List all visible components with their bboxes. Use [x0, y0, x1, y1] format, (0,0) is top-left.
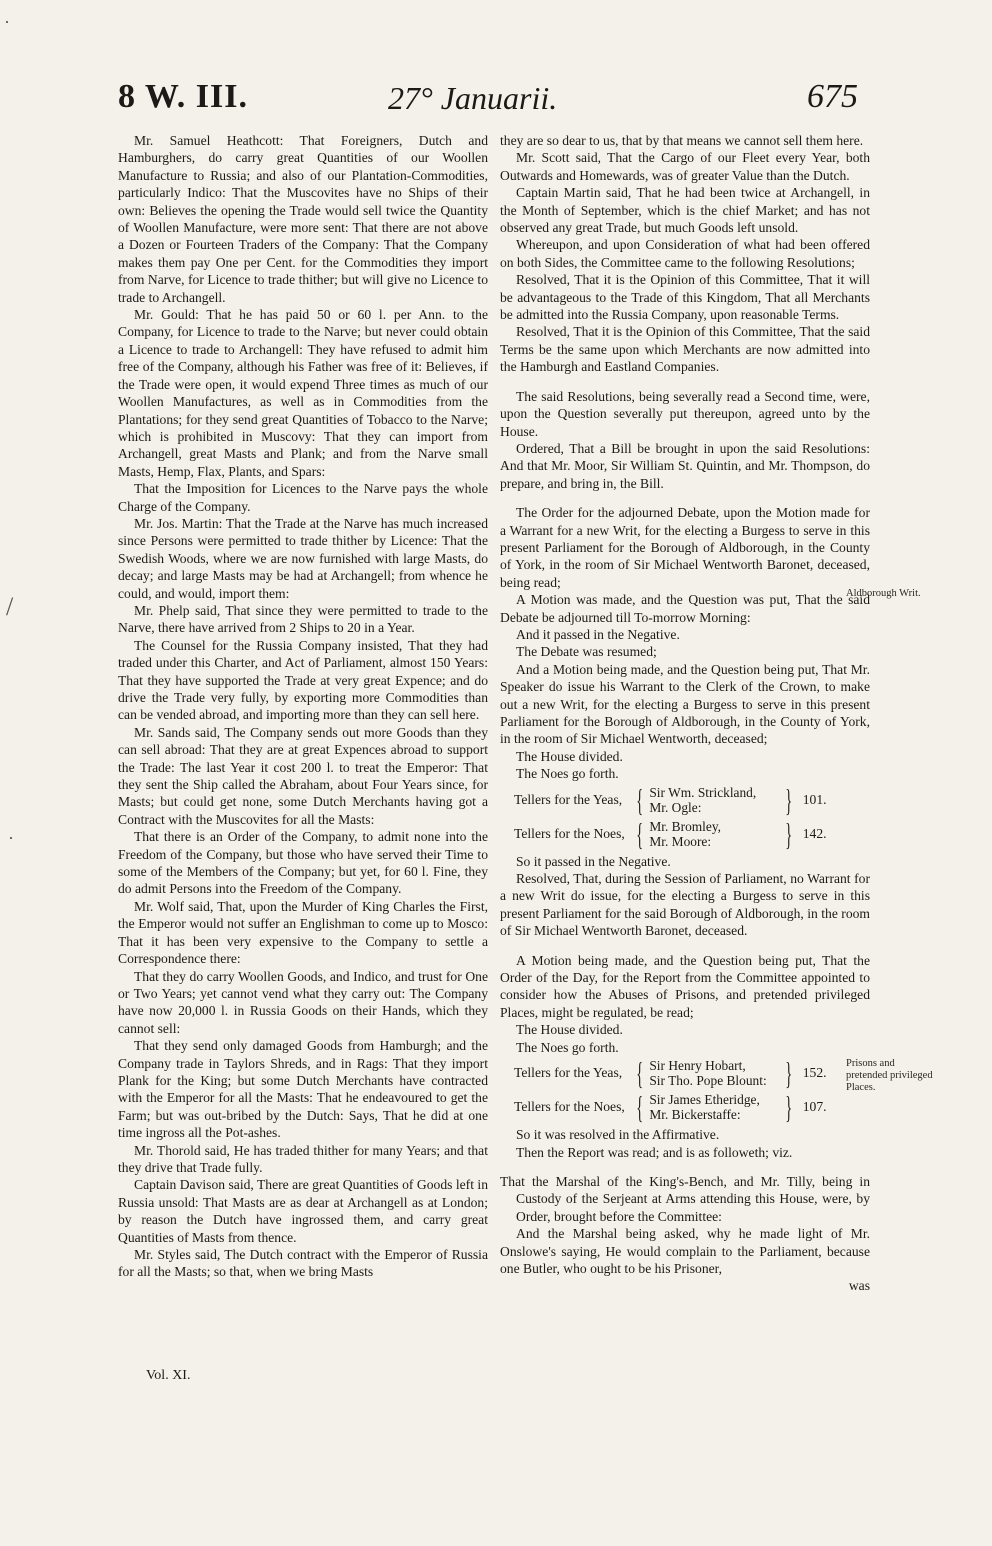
margin-mark: · [8, 828, 14, 848]
paragraph: And the Marshal being asked, why he made light of Mr. Onslowe's saying, He would complain to the Parliament, because one Butler, who ought to be his Prisoner, [500, 1226, 870, 1276]
tellers-label: Tellers for the Noes, [514, 1099, 625, 1115]
right-column [500, 132, 870, 1295]
teller-name: Sir Wm. Strickland, [649, 784, 757, 800]
brace: { [636, 781, 644, 818]
vote-count: 101. [802, 791, 827, 807]
page-date: 27° Januarii. [388, 80, 558, 116]
report-paragraph: That the Marshal of the King's-Bench, and Mr. Tilly, being in Custody of the Serjeant at Arms attending this House, were, by Order, brought before the Committee: [500, 1173, 870, 1224]
vote-count: 142. [802, 825, 827, 841]
teller-names [649, 1058, 775, 1088]
paragraph: The House divided. [516, 1022, 623, 1038]
paragraph: Mr. Thorold said, He has traded thither for many Years; and that they drive that Trade fully. [118, 1142, 488, 1175]
paragraph: Mr. Styles said, The Dutch contract with the Emperor of Russia for all the Masts; so that, when we bring Masts [118, 1247, 488, 1280]
vote-count: 152. [802, 1065, 827, 1081]
teller-name: Sir James Etheridge, [649, 1092, 760, 1108]
paragraph: So it passed in the Negative. [516, 853, 671, 869]
paragraph: Then the Report was read; and is as followeth; viz. [516, 1144, 793, 1160]
paragraph: That they send only damaged Goods from Hamburgh; and the Company trade in Taylors Shreds, and in Rags: That they import Plank for the King; but some Dutch Merchants have contracted with the Emperor for all the Masts: That he endeavoured to get the Farm; but was out-bribed by the Dutch: Says, That he did at one time ingross all the Pot-ashes. [118, 1038, 488, 1141]
tellers-label: Tellers for the Yeas, [514, 1065, 623, 1081]
page-header [118, 78, 858, 130]
paragraph: Captain Davison said, There are great Quantities of Goods left in Russia unsold: That Masts are as dear at Archangell as at London; by reason the Dutch have ingrossed them, and carry great Quantities of Masts from thence. [118, 1177, 488, 1245]
paragraph: The House divided. [516, 748, 623, 764]
paragraph: The Debate was resumed; [516, 644, 657, 660]
paragraph: Captain Martin said, That he had been twice at Archangell, in the Month of September, which is the chief Market; and has not observed any great Trade, but much Goods left unsold. [500, 185, 870, 236]
paragraph: Mr. Scott said, That the Cargo of our Fleet every Year, both Outwards and Homewards, was of greater Value than the Dutch. [500, 150, 870, 183]
left-column [118, 132, 488, 1281]
paragraph: The Noes go forth. [516, 1039, 619, 1055]
resolution: Resolved, That it is the Opinion of this Committee, That the said Terms be the same upon which Merchants are now admitted into the Hamburgh and Eastland Companies. [500, 324, 870, 375]
teller-name: Mr. Ogle: [649, 799, 702, 815]
brace: { [636, 1055, 644, 1092]
margin-note-aldborough: Aldborough Writ. [846, 588, 921, 599]
resolution: Resolved, That, during the Session of Parliament, no Warrant for a new Writ do issue, for the electing a Burgess to serve in this present Parliament for the said Borough of Aldborough, in the room of Sir Michael Wentworth Baronet, deceased. [500, 871, 870, 939]
paragraph: That they do carry Woollen Goods, and Indico, and trust for One or Two Years; yet cannot vend what they carry out: The Company have now 20,000 l. in Russia Goods on their Hands, which they cannot sell: [118, 968, 488, 1036]
tellers-label: Tellers for the Noes, [514, 825, 625, 841]
teller-names [649, 819, 775, 849]
paragraph: That there is an Order of the Company, to admit none into the Freedom of the Company, but those who have served their Time to some of the Members of the Company; but yet, for 60 l. Fine, they do admit Persons into the Freedom of the Company. [118, 829, 488, 897]
paragraph: they are so dear to us, that by that means we cannot sell them here. [500, 133, 864, 148]
paragraph: Mr. Wolf said, That, upon the Murder of King Charles the First, the Emperor would not suffer an Englishman to come up to Mosco: That it has been very expensive to the Company to settle a Correspondence there: [118, 898, 488, 967]
paragraph: Mr. Jos. Martin: That the Trade at the Narve has much increased since Persons were permitted to trade thither by Licence: That the Swedish Woods, where we are now furnished with large Masts, do decay; and large Masts may be had at Archangell; from whence he could, and would, import them: [118, 515, 488, 601]
tellers-noes-1 [514, 815, 870, 852]
teller-name: Mr. Moore: [649, 833, 712, 849]
teller-name: Mr. Bickerstaffe: [649, 1107, 741, 1123]
paragraph: That the Imposition for Licences to the Narve pays the whole Charge of the Company. [118, 481, 488, 514]
margin-mark: / [6, 592, 14, 621]
tellers-yeas-2 [514, 1055, 870, 1092]
paragraph: The said Resolutions, being severally read a Second time, were, upon the Question severally put thereupon, agreed unto by the House. [500, 388, 870, 439]
order: Ordered, That a Bill be brought in upon the said Resolutions: And that Mr. Moor, Sir William St. Quintin, and Mr. Thompson, do prepare, and bring in, the Bill. [500, 440, 870, 491]
brace: } [785, 1089, 793, 1126]
paragraph: Whereupon, and upon Consideration of what had been offered on both Sides, the Committee came to the following Resolutions; [500, 237, 870, 270]
tellers-label: Tellers for the Yeas, [514, 791, 623, 807]
tellers-yeas-1 [514, 781, 870, 818]
teller-names [649, 1092, 775, 1122]
paragraph: Mr. Samuel Heathcott: That Foreigners, Dutch and Hamburghers, do carry great Quantities of our Woollen Manufacture to Russia; and also of our Plantation-Commodities, particularly Indico: That the Muscovites have no Ships of their own: Believes the opening the Trade would sell twice the Quantity of Woollen Manufacture, were more sent: That there are not above a Dozen or Fourteen Traders of the Company: That the Company makes them pay One per Cent. for the Commodities they import from Narve, for Licence to trade thither; but will give no Licence to trade to Archangell. [118, 133, 488, 305]
brace: } [785, 815, 793, 852]
paragraph: The Order for the adjourned Debate, upon the Motion made for a Warrant for a new Writ, for the electing a Burgess to serve in this present Parliament for the Borough of Aldborough, in the County of York, in the room of Sir Michael Wentworth Baronet, deceased, being read; [500, 505, 870, 590]
paragraph: Mr. Phelp said, That since they were permitted to trade to the Narve, there have arrived from 2 Ships to 20 in a Year. [118, 602, 488, 636]
paragraph: Mr. Sands said, The Company sends out more Goods than they can sell abroad: That they are at great Expences abroad to support the Trade: The last Year it cost 200 l. to treat the Emperor: That they sent the Ship called the Abraham, about Four Years since, for Masts; but could get none, some Dutch Merchants having got a Contract with the Muscovites for all the Masts: [118, 724, 488, 827]
resolution: Resolved, That it is the Opinion of this Committee, That it will be advantageous to the Trade of this Kingdom, That all Merchants be admitted into the Russia Company, upon reasonable Terms. [500, 272, 870, 323]
paragraph: Mr. Gould: That he has paid 50 or 60 l. per Ann. to the Company, for Licence to trade to the Narve; but never could obtain a Licence to trade to Archangell: They have refused to admit him free of the Company, although his Father was free of it: Believes, if the Trade were open, it would expend Three times as much of our Woollen Manufactures, as well as in Commodities from the Plantations; for they send great Quantities of Tobacco to the Narve; which is prohibited in Muscovy: That they can import from Archangell, great Masts and Plank; and from the Narve small Masts, Hemp, Flax, Plants, and Spars: [118, 307, 488, 479]
brace: } [785, 781, 793, 818]
paragraph: The Noes go forth. [516, 766, 619, 782]
tellers-noes-2 [514, 1089, 870, 1126]
volume-footer: Vol. XI. [146, 1368, 191, 1383]
teller-name: Mr. Bromley, [649, 818, 722, 834]
catchword: was [848, 1278, 870, 1294]
page-number: 675 [807, 78, 858, 115]
teller-name: Sir Henry Hobart, [649, 1058, 746, 1074]
margin-mark: · [4, 12, 10, 32]
brace: } [785, 1055, 793, 1092]
paragraph: The Counsel for the Russia Company insisted, That they had traded under this Charter, and Act of Parliament, almost 150 Years: That they have supported the Trade at very great Expence; and do drive the Trade very fully, by exporting more Commodities than can be vended abroad, and importing more than they can sell here. [118, 637, 488, 723]
regnal-year: 8 W. III. [118, 78, 248, 115]
paragraph: And a Motion being made, and the Question being put, That Mr. Speaker do issue his Warrant to the Clerk of the Crown, to make out a new Writ, for the electing a Burgess to serve in this present Parliament for the Borough of Aldborough, in the County of York, in the room of Sir Michael Wentworth, deceased; [500, 661, 870, 747]
teller-name: Sir Tho. Pope Blount: [649, 1073, 767, 1089]
paragraph: And it passed in the Negative. [516, 626, 680, 642]
teller-names [649, 785, 775, 815]
paragraph: So it was resolved in the Affirmative. [516, 1127, 720, 1143]
vote-count: 107. [802, 1099, 827, 1115]
brace: { [636, 1089, 644, 1126]
paragraph: A Motion was made, and the Question was put, That the said Debate be adjourned till To-morrow Morning: [500, 592, 870, 625]
margin-note-prisons: Prisons and pretended privileged Places. [846, 1058, 933, 1093]
paragraph: A Motion being made, and the Question being put, That the Order of the Day, for the Report from the Committee appointed to consider how the Abuses of Prisons, and pretended privileged Places, might be regulated, be read; [500, 952, 870, 1020]
brace: { [636, 815, 644, 852]
